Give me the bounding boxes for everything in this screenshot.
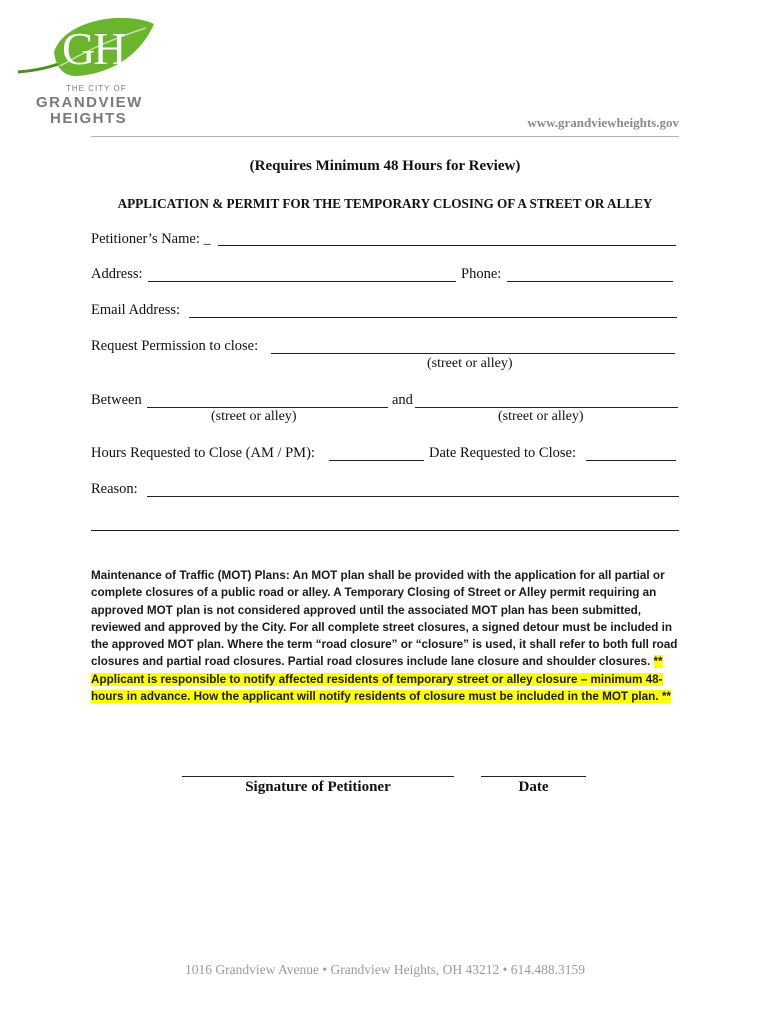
petitioner-label: Petitioner’s Name: _ <box>91 231 211 247</box>
form-title: APPLICATION & PERMIT FOR THE TEMPORARY CLOSING OF A STREET OR ALLEY <box>117 196 653 211</box>
logo-line-2: GRANDVIEW <box>36 94 143 111</box>
website-url: www.grandviewheights.gov <box>527 115 679 130</box>
request-street-hint: (street or alley) <box>427 356 513 371</box>
footer-address: 1016 Grandview Avenue • Grandview Heights, OH 43212 • 614.488.3159 <box>185 962 585 977</box>
and-label: and <box>392 392 413 408</box>
mot-text: Maintenance of Traffic (MOT) Plans: An MOT plan shall be provided with the application for all partial or complete closures of a public road or alley. A Temporary Closing of Street or Alley permit requiring an approved MOT plan is not considered approved until the associated MOT plan has been submitted, reviewed and approved by the City. For all complete street closures, a signed detour must be included in the approved MOT plan. Where the term “road closure” or “closure” is used, it shall refer to both full road closures and partial road closures. Partial road closures include lane closure and shoulder closures. <box>91 569 678 669</box>
email-label: Email Address: <box>91 302 181 318</box>
logo-monogram: GH <box>62 23 125 74</box>
reason-field-line-1[interactable] <box>147 496 679 497</box>
hours-field[interactable] <box>329 460 424 461</box>
address-label: Address: <box>91 266 143 282</box>
phone-label: Phone: <box>461 266 502 282</box>
request-label: Request Permission to close: <box>91 338 259 354</box>
date-requested-field[interactable] <box>586 460 676 461</box>
city-logo <box>14 12 164 130</box>
between-hint-1: (street or alley) <box>211 409 297 424</box>
reason-field-line-2[interactable] <box>91 530 679 531</box>
date-requested-label: Date Requested to Close: <box>429 445 576 461</box>
date-line[interactable] <box>481 776 586 777</box>
request-street-field[interactable] <box>271 353 675 354</box>
logo-line-1: THE CITY OF <box>66 84 127 93</box>
signature-line[interactable] <box>182 776 454 777</box>
mot-paragraph <box>91 567 691 705</box>
hours-label: Hours Requested to Close (AM / PM): <box>91 445 315 461</box>
petitioner-name-field[interactable] <box>218 245 676 246</box>
logo-line-3: HEIGHTS <box>50 110 128 127</box>
signature-label: Signature of Petitioner <box>245 779 391 795</box>
reason-label: Reason: <box>91 481 138 497</box>
header-divider <box>91 136 679 137</box>
review-note: (Requires Minimum 48 Hours for Review) <box>249 158 521 174</box>
between-label: Between <box>91 392 142 408</box>
email-field[interactable] <box>189 317 677 318</box>
phone-field[interactable] <box>507 281 673 282</box>
address-field[interactable] <box>148 281 456 282</box>
between-street-field-2[interactable] <box>415 407 678 408</box>
date-label: Date <box>518 779 549 795</box>
mot-highlight-text: ** Applicant is responsible to notify affected residents of temporary street or alley closure – minimum 48-hours in advance. How the applicant will notify residents of closure must be included in the MOT plan. ** <box>91 655 671 704</box>
between-hint-2: (street or alley) <box>498 409 584 424</box>
between-street-field-1[interactable] <box>147 407 388 408</box>
